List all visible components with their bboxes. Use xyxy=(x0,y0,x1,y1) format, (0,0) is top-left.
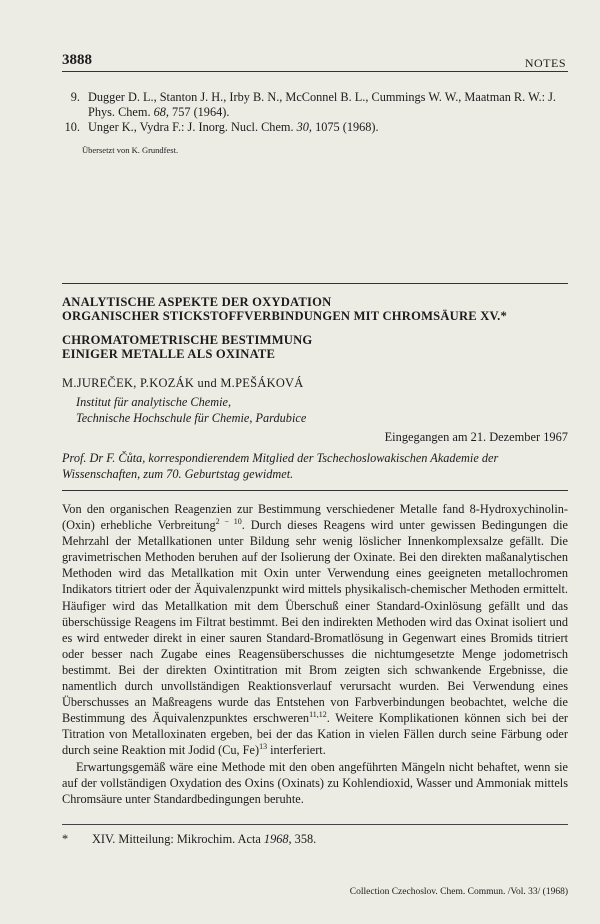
reference-item xyxy=(62,90,568,120)
article-title xyxy=(62,295,568,323)
body-paragraph xyxy=(62,501,568,759)
subtitle-line: CHROMATOMETRISCHE BESTIMMUNG xyxy=(62,333,313,347)
article-body xyxy=(62,501,568,807)
footnote-rule xyxy=(62,824,568,825)
reference-list xyxy=(62,90,568,135)
reference-text-part: Dugger D. L., Stanton J. H., Irby B. N., McConnel B. L., Cummings W. W., Maatman R. W.: J. Phys. Chem. xyxy=(88,90,556,119)
body-text: . Weitere Komplikationen können sich bei der Titration von Metalloxinaten ergeben, bei der das Kation in vielen Fällen durch seine Färbung oder durch seine Reaktion mit Jodid (Cu, Fe) xyxy=(62,711,569,758)
reference-volume: 68, xyxy=(153,105,169,119)
body-paragraph: Erwartungsgemäß wäre eine Methode mit den oben angeführten Mängeln nicht behaftet, wenn sie auf der vollständigen Oxydation des Oxins (Oxinats) zu Kohlendioxid, Wasser und Ammoniak mittels Chromsäure unter Standardbedingungen beruhte. xyxy=(62,759,568,806)
journal-footer: Collection Czechoslov. Chem. Commun. /Vol. 33/ (1968) xyxy=(349,887,568,897)
page-number: 3888 xyxy=(62,52,92,68)
authors: M.JUREČEK, P.KOZÁK und M.PEŠÁKOVÁ xyxy=(62,376,304,390)
dedication: Prof. Dr F. Čůta, korrespondierendem Mitglied der Tschechoslowakischen Akademie der Wissenschaften, zum 70. Geburtstag gewidmet. xyxy=(62,451,499,481)
article-top-rule xyxy=(62,283,568,284)
reference-text-part: 757 (1964). xyxy=(168,105,230,119)
reference-volume: 30, xyxy=(296,120,312,134)
reference-text xyxy=(88,120,568,135)
abstract-rule xyxy=(62,490,568,491)
reference-item xyxy=(62,120,568,135)
reference-text xyxy=(88,90,568,120)
citation-superscript: 11,12 xyxy=(309,710,327,720)
reference-number: 10. xyxy=(64,120,80,134)
institution-line: Institut für analytische Chemie, xyxy=(76,395,232,409)
title-line: ORGANISCHER STICKSTOFFVERBINDUNGEN MIT CHROMSÄURE XV.* xyxy=(62,309,508,323)
footnote-year: 1968, xyxy=(263,832,292,846)
reference-number: 9. xyxy=(70,90,80,104)
citation-superscript: 13 xyxy=(259,742,268,752)
institution-line: Technische Hochschule für Chemie, Pardubice xyxy=(76,411,307,425)
institution xyxy=(76,394,306,426)
header-rule xyxy=(62,71,568,72)
footnote xyxy=(62,832,316,847)
subtitle-line: EINIGER METALLE ALS OXINATE xyxy=(62,347,276,361)
footnote-text: 358. xyxy=(291,832,317,846)
footnote-text: XIV. Mitteilung: Mikrochim. Acta xyxy=(92,832,264,846)
title-line: ANALYTISCHE ASPEKTE DER OXYDATION xyxy=(62,295,332,309)
footnote-marker: * xyxy=(62,832,69,846)
body-text: . Durch dieses Reagens wird unter gewissen Bedingungen die Mehrzahl der Metallkationen unter Bildung sehr wenig löslicher Innenkomplexsalze gefällt. Die gravimetrischen Methoden beruhen auf der Isolierung der Oxinate. Bei den direkten maßanalytischen Methoden wird das Metallkation mit Oxin unter Verwendung eines geeigneten metallochromen Indikators titriert oder der Äquivalenzpunkt wird mittels physikalisch-chemischer Methoden ermittelt. Häufiger wird das Metallkation mit dem Überschuß einer Standard-Oxinlösung gefällt und das überschüssige Reagens im Filtrat bestimmt. Bei den indirekten Methoden wird das Oxinat isoliert und es wird entweder direkt in einer sauren Standard-Bromatlösung in Gegenwart eines Bromids titriert oder besser nach Zugabe eines Reagensüberschusses die nichtumgesetzte Menge jodometrisch bestimmt. Bei der direkten Oxintitration mit Brom zeigten sich schwankende Ergebnisse, die namentlich durch unvollständigen Reaktionsverlauf verursacht wurden. Bei Verwendung eines Überschusses an Maßreagens wurde das Entstehen von Farbverbindungen beobachtet, welche die Bestimmung des Äquivalenzpunktes erschweren xyxy=(62,518,569,726)
reference-text-part: Unger K., Vydra F.: J. Inorg. Nucl. Chem. xyxy=(88,120,297,134)
body-text: interferiert. xyxy=(267,743,326,758)
received-date: Eingegangen am 21. Dezember 1967 xyxy=(384,430,568,444)
section-label: NOTES xyxy=(524,56,566,70)
article-subtitle xyxy=(62,333,568,361)
translator-note: Übersetzt von K. Grundfest. xyxy=(82,145,179,155)
citation-superscript: 2 − 10 xyxy=(215,517,242,526)
body-text: Von den organischen Reagenzien zur Bestimmung verschiedener Metalle fand 8-Hydroxychinolin- (Oxin) erhebliche Verbreitung xyxy=(62,502,568,533)
reference-text-part: 1075 (1968). xyxy=(312,120,379,134)
